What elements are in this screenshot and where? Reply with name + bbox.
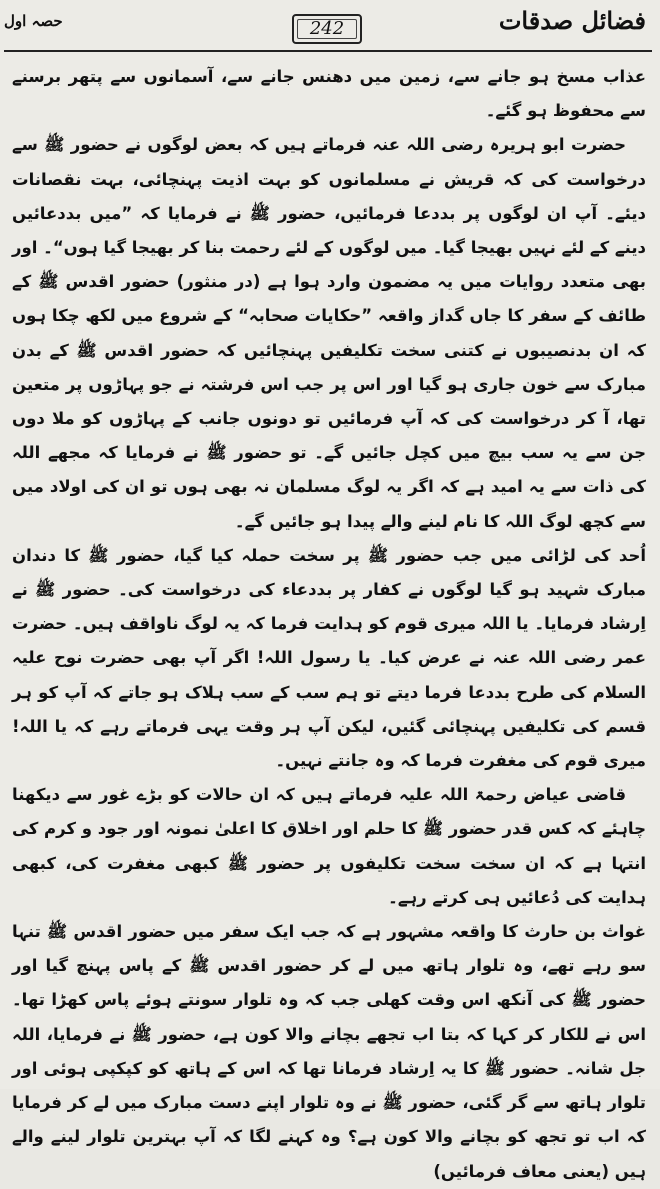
paragraph: قاضی عیاض رحمۃ اللہ علیہ فرماتے ہیں کہ ان حالات کو بڑے غور سے دیکھنا چاہئے کہ کس قدر حضور ﷺ کا حلم اور اخلاق کا اعلیٰ نمونہ اور جود و کرم کی انتہا ہے کہ ان سخت سخت تکلیفوں پر حضور ﷺ کبھی مغفرت کی، کبھی ہدایت کی دُعائیں ہی کرتے رہے۔ — [12, 785, 646, 907]
book-title: فضائل صدقات — [498, 6, 646, 35]
paragraph: حضرت ابو ہریرہ رضی اللہ عنہ فرماتے ہیں کہ بعض لوگوں نے حضور ﷺ سے درخواست کی کہ قریش نے مسلمانوں کو بہت اذیت پہنچائی، بہت نقصانات دیئے۔ آپ ان لوگوں پر بددعا فرمائیں، حضور ﷺ نے فرمایا کہ ”میں بددعائیں دینے کے لئے نہیں بھیجا گیا۔ میں لوگوں کے لئے رحمت بنا کر بھیجا گیا ہوں“۔ اور بھی متعدد روایات میں یہ مضمون وارد ہوا ہے (در منثور) حضور اقدس ﷺ کے طائف کے سفر کا جاں گداز واقعہ ”حکایات صحابہ“ کے شروع میں لکھ چکا ہوں کہ ان بدنصیبوں نے کتنی سخت تکلیفیں پہنچائیں کہ حضور اقدس ﷺ کے بدن مبارک سے خون جاری ہو گیا اور اس پر جب اس فرشتہ نے جو پہاڑوں پر متعین تھا، آ کر درخواست کی کہ آپ فرمائیں تو دونوں جانب کے پہاڑوں کو ملا دوں جن سے یہ سب بیچ میں کچل جائیں گے۔ تو حضور ﷺ نے فرمایا کہ مجھے اللہ کی ذات سے یہ امید ہے کہ اگر یہ لوگ مسلمان نہ بھی ہوں تو ان کی اولاد میں سے کچھ لوگ اللہ کا نام لینے والے پیدا ہو جائیں گے۔ — [12, 135, 646, 531]
page-header — [0, 0, 660, 56]
page-number: 242 — [292, 14, 362, 44]
paragraph: عذاب مسخ ہو جانے سے، زمین میں دھنس جانے سے، آسمانوں سے پتھر برسنے سے محفوظ ہو گئے۔ — [12, 67, 646, 121]
section-label: حصہ اول — [4, 12, 63, 30]
page-body — [12, 60, 646, 1189]
paragraph: غواث بن حارث کا واقعہ مشہور ہے کہ جب ایک سفر میں حضور اقدس ﷺ تنہا سو رہے تھے، وہ تلوار ہاتھ میں لے کر حضور اقدس ﷺ کے پاس پہنچ گیا اور حضور ﷺ کی آنکھ اس وقت کھلی جب کہ وہ تلوار سونتے ہوئے پاس کھڑا تھا۔ اس نے للکار کر کہا کہ بتا اب تجھے بچانے والا کون ہے، حضور ﷺ نے فرمایا، اللہ جل شانہ۔ حضور ﷺ کا یہ اِرشاد فرمانا تھا کہ اس کے ہاتھ کو کپکپی ہوئی اور تلوار ہاتھ سے گر گئی، حضور ﷺ نے وہ تلوار اپنے دست مبارک میں لے کر فرمایا کہ اب تو تجھ کو بچانے والا کون ہے؟ وہ کہنے لگا کہ آپ بہترین تلوار لینے والے ہیں (یعنی معاف فرمائیں) — [12, 922, 646, 1181]
header-rule — [4, 50, 652, 52]
paragraph: اُحد کی لڑائی میں جب حضور ﷺ پر سخت حملہ کیا گیا، حضور ﷺ کا دندان مبارک شہید ہو گیا لوگوں نے کفار پر بددعاء کی درخواست کی۔ حضور ﷺ نے اِرشاد فرمایا۔ یا اللہ میری قوم کو ہدایت فرما کہ یہ لوگ ناواقف ہیں۔ حضرت عمر رضی اللہ عنہ نے عرض کیا۔ یا رسول اللہ! اگر آپ بھی حضرت نوح علیہ السلام کی طرح بددعا فرما دیتے تو ہم سب کے سب ہلاک ہو جاتے کہ آپ کو ہر قسم کی تکلیفیں پہنچائی گئیں، لیکن آپ ہر وقت یہی فرماتے رہے کہ یا اللہ! میری قوم کی مغفرت فرما کہ وہ جانتے نہیں۔ — [12, 545, 646, 771]
